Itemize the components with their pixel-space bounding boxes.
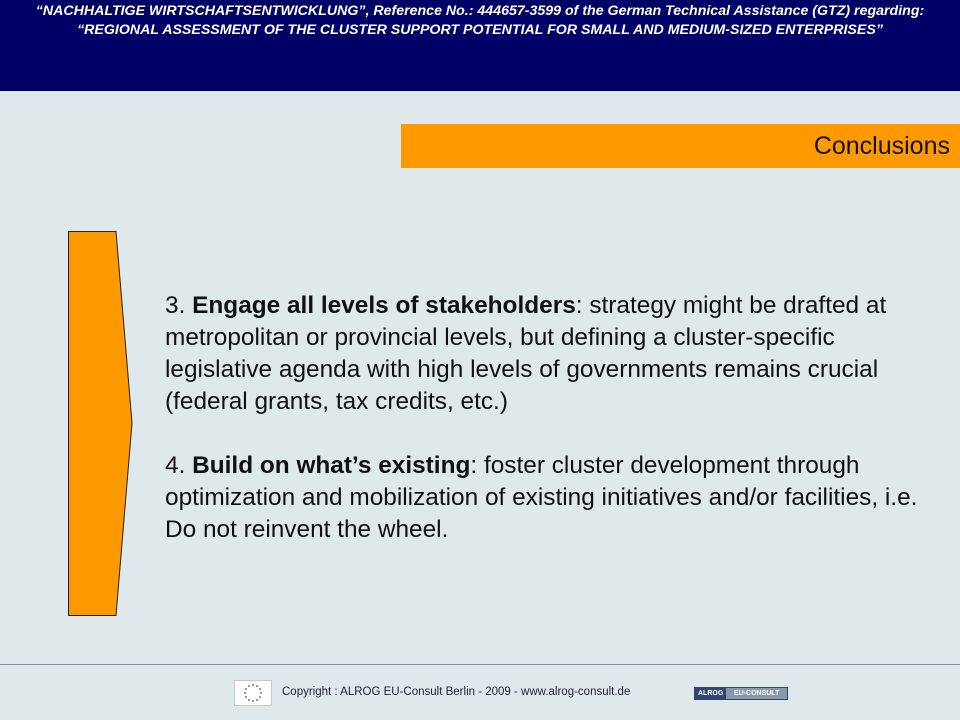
point-heading: Build on what’s existing: [192, 452, 471, 479]
point-heading: Engage all levels of stakeholders: [192, 292, 576, 319]
header-banner: [0, 0, 960, 91]
eu-flag-icon: [234, 680, 272, 706]
chevron-arrow-icon: [68, 231, 134, 616]
header-title: “NACHHALTIGE WIRTSCHAFTSENTWICKLUNG”, Reference No.: 444657-3599 of the German Technical Assistance (GTZ) regarding: “REGIONAL ASSESSMENT OF THE CLUSTER SUPPORT POTENTIAL FOR SMALL AND MEDIUM-SIZED ENTERPRISES”: [35, 3, 925, 38]
footer-divider: [0, 664, 960, 665]
point-text: : foster cluster development through optimization and mobilization of existing initiatives and/or facilities, i.e. Do not reinvent the wheel.: [165, 452, 918, 543]
alrog-logo: [694, 687, 788, 700]
point-number: 4.: [165, 452, 186, 479]
point-text: : strategy might be drafted at metropolitan or provincial levels, but defining a cluster-specific legislative agenda with high levels of governments remains crucial (federal grants, tax credits, etc.): [165, 292, 887, 415]
section-bar: [401, 124, 960, 168]
footer: [0, 680, 960, 706]
section-title: Conclusions: [813, 132, 950, 160]
conclusion-point-4: [165, 450, 925, 546]
copyright-text: Copyright : ALROG EU-Consult Berlin - 2009 - www.alrog-consult.de: [282, 686, 631, 698]
logo-left-text: ALROG: [695, 688, 726, 699]
point-number: 3.: [165, 292, 186, 319]
conclusions-body: [165, 290, 925, 546]
conclusion-point-3: [165, 290, 925, 418]
logo-right-text: EU-CONSULT: [726, 688, 787, 699]
